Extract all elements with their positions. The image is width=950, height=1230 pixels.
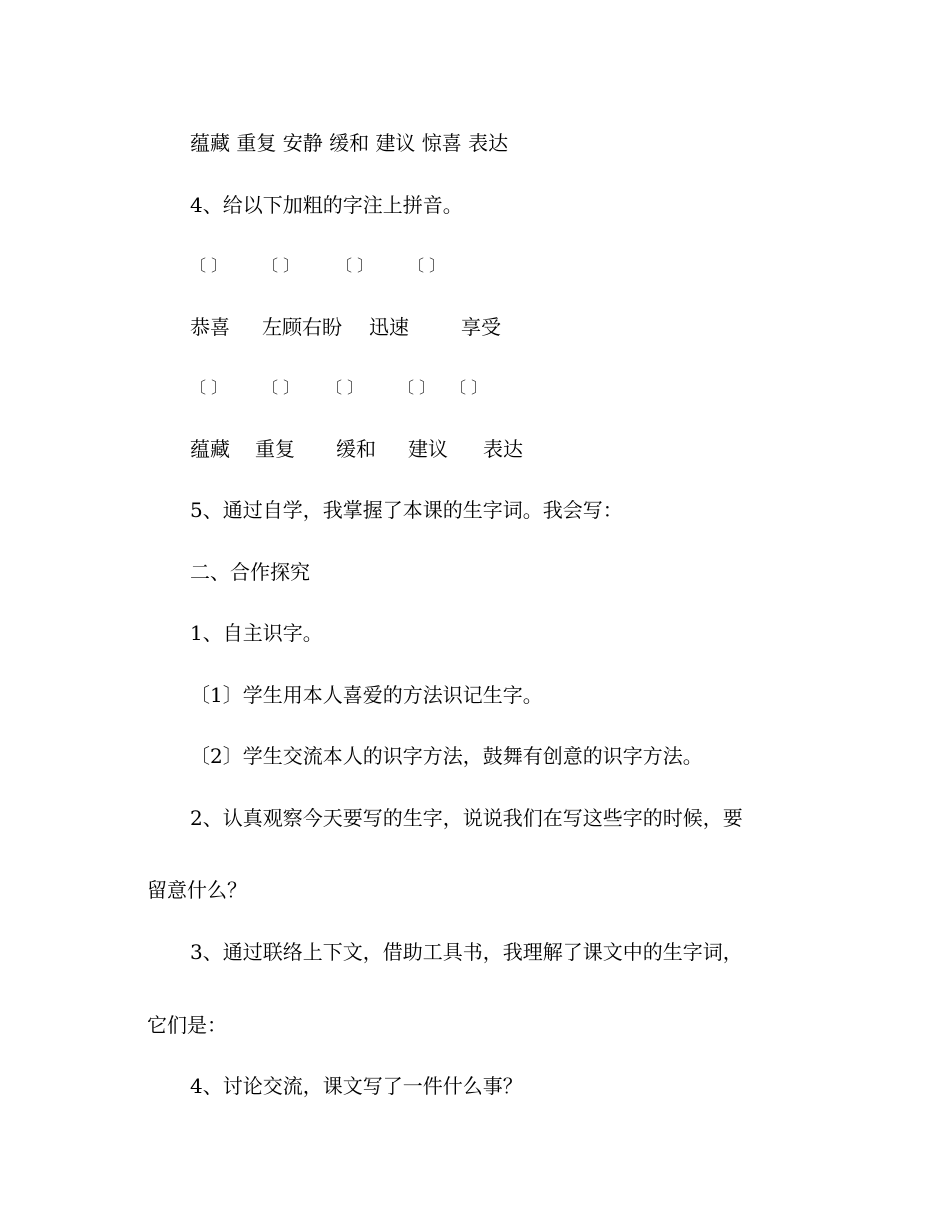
vocab-word: 缓和: [329, 131, 370, 155]
item-1: 1、自主识字。: [190, 621, 323, 645]
vocab-word: 安静: [282, 131, 323, 155]
pinyin-word: 左顾右盼: [262, 315, 342, 339]
pinyin-word: 表达: [483, 437, 523, 461]
pinyin-blank: 〔 〕: [326, 378, 364, 397]
item-2-line-1: 2、认真观察今天要写的生字，说说我们在写这些字的时候，要: [190, 806, 743, 830]
pinyin-word: 恭喜: [190, 315, 230, 339]
item-3-line-1: 3、通过联络上下文，借助工具书，我理解了课文中的生字词，: [190, 940, 743, 964]
pinyin-blank: 〔 〕: [398, 378, 436, 397]
pinyin-word: 重复: [255, 437, 295, 461]
vocab-word: 建议: [375, 131, 416, 155]
item-2-line-2: 留意什么？: [147, 878, 247, 902]
section-2-heading: 二、合作探究: [190, 560, 310, 584]
pinyin-word: 享受: [461, 315, 501, 339]
item-1-sub-2: 〔2〕学生交流本人的识字方法，鼓舞有创意的识字方法。: [190, 744, 703, 768]
pinyin-blank: 〔 〕: [262, 256, 300, 275]
item-3-line-2: 它们是：: [147, 1013, 227, 1037]
vocab-word: 表达: [468, 131, 509, 155]
pinyin-blank: 〔 〕: [262, 378, 300, 397]
vocab-row-1: [190, 131, 508, 155]
item-4: 4、讨论交流，课文写了一件什么事？: [190, 1074, 523, 1098]
pinyin-blank: 〔 〕: [190, 256, 228, 275]
vocab-word: 惊喜: [421, 131, 462, 155]
pinyin-blank: 〔 〕: [190, 378, 228, 397]
item-1-sub-1: 〔1〕学生用本人喜爱的方法识记生字。: [190, 683, 543, 707]
question-5: 5、通过自学，我掌握了本课的生字词。我会写：: [190, 498, 623, 522]
vocab-word: 重复: [236, 131, 277, 155]
vocab-word: 蕴藏: [190, 131, 230, 155]
pinyin-word: 缓和: [336, 437, 376, 461]
pinyin-word: 建议: [408, 437, 448, 461]
pinyin-word: 蕴藏: [190, 437, 230, 461]
pinyin-blank: 〔 〕: [408, 256, 446, 275]
pinyin-word: 迅速: [369, 315, 409, 339]
pinyin-blank: 〔 〕: [450, 378, 488, 397]
question-4-title: 4、给以下加粗的字注上拼音。: [190, 193, 463, 217]
pinyin-blank: 〔 〕: [336, 256, 374, 275]
